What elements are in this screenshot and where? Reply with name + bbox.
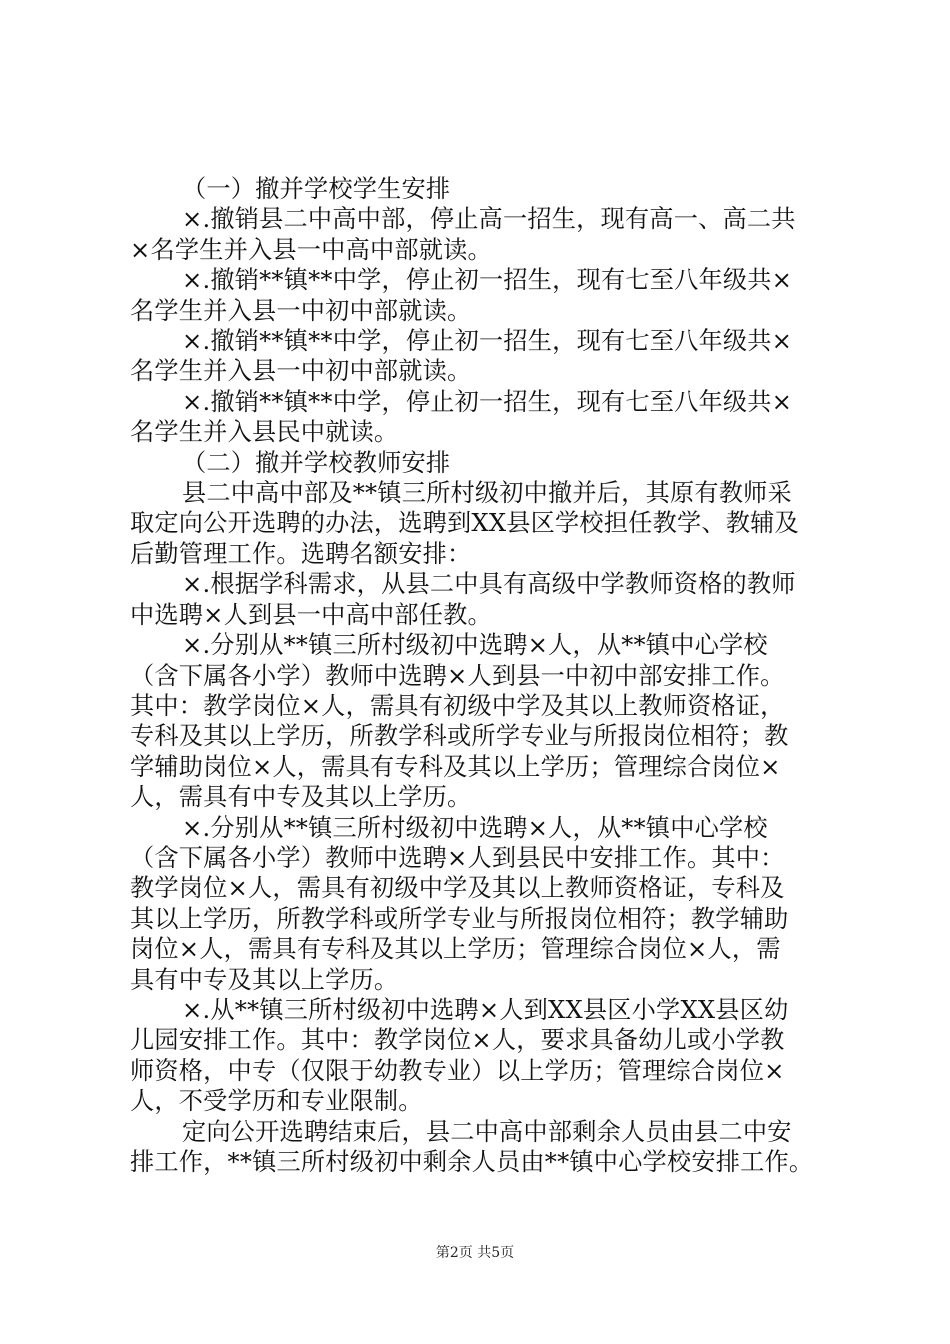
- paragraph-line: 县二中高中部及**镇三所村级初中撤并后，其原有教师采: [182, 479, 792, 508]
- paragraph-line: ×.撤销**镇**中学，停止初一招生，现有七至八年级共×: [182, 266, 793, 295]
- paragraph-line: 具有中专及其以上学历。: [130, 965, 399, 994]
- paragraph-line: ×.分别从**镇三所村级初中选聘×人，从**镇中心学校: [182, 631, 768, 660]
- document-body: [130, 174, 832, 1177]
- paragraph-line: ×.撤销**镇**中学，停止初一招生，现有七至八年级共×: [182, 327, 793, 356]
- paragraph-line: 教学岗位×人，需具有初级中学及其以上教师资格证，专科及: [130, 874, 785, 903]
- paragraph-line: （含下属各小学）教师中选聘×人到县一中初中部安排工作。: [130, 661, 785, 690]
- paragraph-line: 排工作，**镇三所村级初中剩余人员由**镇中心学校安排工作。: [130, 1148, 814, 1176]
- page-number-footer: 第2页 共5页: [435, 1245, 515, 1261]
- paragraph-line: ×.撤销**镇**中学，停止初一招生，现有七至八年级共×: [182, 387, 793, 416]
- paragraph-line: 定向公开选聘结束后，县二中高中部剩余人员由县二中安: [182, 1117, 792, 1146]
- paragraph-line: 名学生并入县一中初中部就读。: [130, 357, 472, 386]
- paragraph-line: ×.撤销县二中高中部，停止高一招生，现有高一、高二共: [182, 205, 796, 234]
- paragraph-line: 人，需具有中专及其以上学历。: [130, 783, 472, 812]
- paragraph-line: ×.根据学科需求，从县二中具有高级中学教师资格的教师: [182, 570, 796, 599]
- paragraph-line: 专科及其以上学历，所教学科或所学专业与所报岗位相符；教: [130, 722, 789, 751]
- paragraph-line: 人，不受学历和专业限制。: [130, 1087, 423, 1116]
- paragraph-line: 儿园安排工作。其中：教学岗位×人，要求具备幼儿或小学教: [130, 1026, 785, 1055]
- paragraph-line: 中选聘×人到县一中高中部任教。: [130, 600, 492, 629]
- paragraph-line: ×.从**镇三所村级初中选聘×人到XX县区小学XX县区幼: [182, 995, 789, 1024]
- paragraph-line: 名学生并入县民中就读。: [130, 418, 399, 447]
- paragraph-line: ×名学生并入县一中高中部就读。: [130, 235, 492, 264]
- section-heading-1: （一）撤并学校学生安排: [182, 175, 451, 203]
- section-heading-2: （二）撤并学校教师安排: [182, 448, 451, 477]
- paragraph-line: 取定向公开选聘的办法，选聘到XX县区学校担任教学、教辅及: [130, 509, 799, 538]
- paragraph-line: 名学生并入县一中初中部就读。: [130, 296, 472, 325]
- paragraph-line: 岗位×人，需具有专科及其以上学历；管理综合岗位×人，需: [130, 935, 781, 964]
- paragraph-line: （含下属各小学）教师中选聘×人到县民中安排工作。其中：: [130, 843, 785, 872]
- paragraph-line: 后勤管理工作。选聘名额安排：: [130, 539, 472, 568]
- paragraph-line: 学辅助岗位×人，需具有专科及其以上学历；管理综合岗位×: [130, 752, 781, 781]
- paragraph-line: 师资格，中专（仅限于幼教专业）以上学历；管理综合岗位×: [130, 1056, 785, 1085]
- paragraph-line: ×.分别从**镇三所村级初中选聘×人，从**镇中心学校: [182, 813, 768, 842]
- paragraph-line: 其以上学历，所教学科或所学专业与所报岗位相符；教学辅助: [130, 904, 789, 933]
- paragraph-line: 其中：教学岗位×人，需具有初级中学及其以上教师资格证，: [130, 691, 785, 720]
